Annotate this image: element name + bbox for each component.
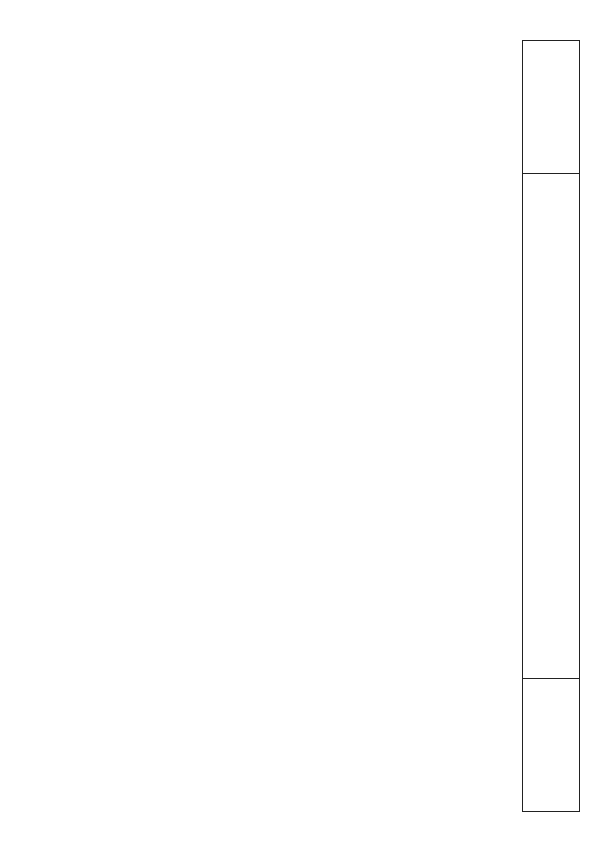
header-center [523, 174, 579, 679]
exam-header [522, 40, 580, 812]
student-fields [508, 40, 514, 810]
header-left [523, 41, 579, 174]
header-right [523, 679, 579, 811]
